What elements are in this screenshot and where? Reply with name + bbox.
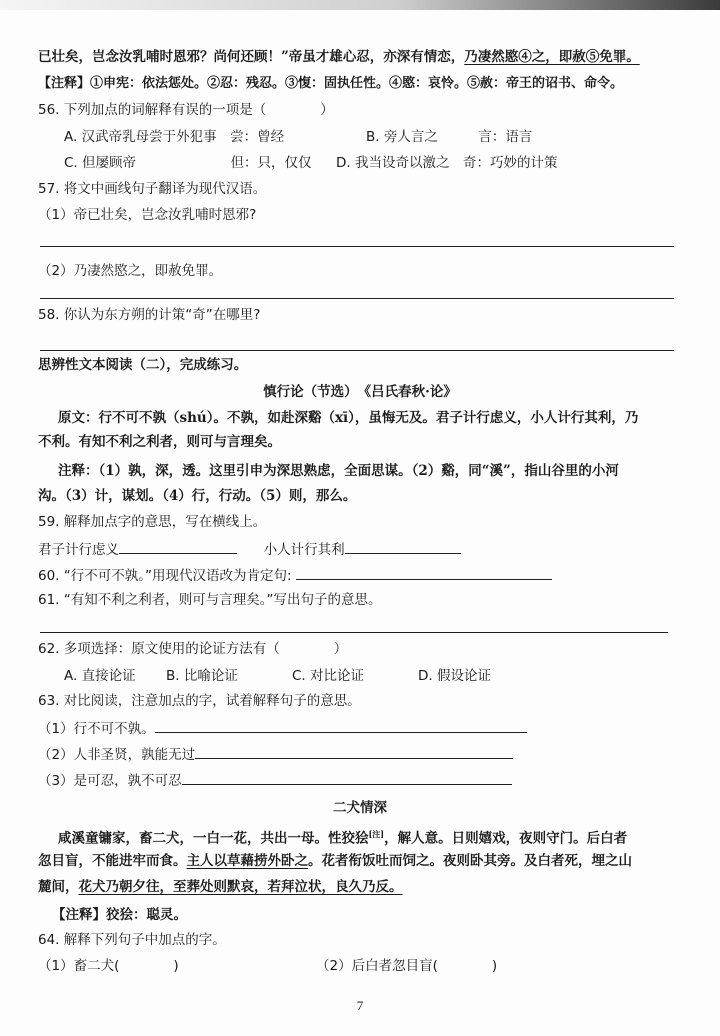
question-63-2: （2）人非圣贤，孰能无过 [38, 744, 513, 764]
answer-blank[interactable] [195, 744, 513, 759]
question-61: 61. “有知不利之利者，则可与言理矣。”写出句子的意思。 [38, 592, 382, 608]
question-63: 63. 对比阅读，注意加点的字，试着解释句子的意思。 [38, 693, 361, 709]
question-59-items [38, 539, 461, 559]
option-row [64, 154, 557, 172]
passage-line: 原文：行不可不孰（shú）。不孰，如赴深谿（xī），虽悔无及。君子计行虑义，小人计行其利，乃 [58, 410, 639, 426]
option-d: D. 我当设奇以激之 奇：巧妙的计策 [336, 155, 558, 171]
question-58: 58. 你认为东方朔的计策“奇”在哪里? [38, 307, 261, 323]
option-d: D. 假设论证 [418, 668, 491, 684]
option-b: B. 旁人言之 言：语言 [366, 129, 533, 145]
question-63-1: （1）行不可不孰。 [38, 718, 527, 738]
answer-blank[interactable] [182, 770, 512, 785]
answer-line[interactable] [40, 298, 674, 299]
item-label: 小人计行其利 [263, 542, 345, 558]
passage-line: 不利。有知不利之利者，则可与言理矣。 [38, 434, 281, 450]
option-row [64, 667, 491, 685]
question-56: 56. 下列加点的词解释有误的一项是（ ） [38, 102, 334, 118]
option-a: A. 直接论证 [64, 668, 136, 684]
question-64-items [38, 957, 497, 975]
passage-line: 忽目盲，不能进牢而食。主人以草藉捞外卧之。花者衔饭吐而饲之。夜则卧其旁。及白者死，埋之山 [38, 853, 632, 869]
item-1[interactable]: （1）畜二犬( ) [38, 958, 179, 974]
item-2[interactable]: （2）后白者忽目盲( ) [316, 958, 498, 974]
passage-line: 麓间，花犬乃朝夕往，至葬处则默哀，若拜泣状，良久乃反。 [38, 879, 403, 895]
option-row [64, 128, 532, 146]
question-57-2: （2）乃凄然愍之，即赦免罪。 [38, 263, 223, 279]
passage-title: 二犬情深 [333, 800, 387, 816]
annotation: 【注释】①申宪：依法惩处。②忍：残忍。③愎：固执任性。④愍：哀怜。⑤赦：帝王的诏书、命令。 [38, 76, 624, 91]
question-62: 62. 多项选择：原文使用的论证方法有（ ） [38, 641, 348, 657]
annotation: 【注释】狡狯：聪灵。 [52, 907, 187, 923]
answer-blank[interactable] [345, 539, 461, 554]
answer-blank[interactable] [155, 718, 527, 733]
question-57-1: （1）帝已壮矣，岂念汝乳哺时恩邪? [38, 207, 257, 223]
option-c: C. 但屡顾帝 但：只，仅仅 [64, 155, 312, 171]
answer-line[interactable] [40, 632, 668, 633]
option-c: C. 对比论证 [292, 668, 365, 684]
annotation: 注释：（1）孰，深，透。这里引申为深思熟虑，全面思谋。（2）谿，同“溪”，指山谷里的小河 [58, 463, 619, 479]
question-64: 64. 解释下列句子中加点的字。 [38, 932, 226, 948]
question-63-3: （3）是可忍，孰不可忍 [38, 770, 512, 790]
question-60: 60. “行不可不孰。”用现代汉语改为肯定句: [38, 565, 552, 585]
answer-blank[interactable] [119, 539, 237, 554]
scan-top-edge [0, 0, 720, 10]
passage-line: 咸溪童镛家，畜二犬，一白一花，共出一母。性狡狯[注]，解人意。日则嬉戏，夜则守门。后白者 [58, 829, 628, 847]
option-b: B. 比喻论证 [166, 668, 238, 684]
answer-line[interactable] [40, 350, 674, 351]
option-a: A. 汉武帝乳母尝于外犯事 尝：曾经 [64, 129, 285, 145]
answer-line[interactable] [40, 246, 674, 247]
annotation: 沟。（3）计，谋划。（4）行，行动。（5）则，那么。 [38, 488, 357, 504]
passage-line: 已壮矣，岂念汝乳哺时恩邪？尚何还顾！”帝虽才雄心忍，亦深有情恋，乃凄然愍④之，即赦⑤免罪。 [38, 49, 640, 65]
page-number: 7 [356, 998, 364, 1013]
question-57: 57. 将文中画线句子翻译为现代汉语。 [38, 181, 267, 197]
section-heading: 思辨性文本阅读（二），完成练习。 [38, 357, 248, 373]
question-59: 59. 解释加点字的意思，写在横线上。 [38, 514, 267, 530]
item-label: 君子计行虑义 [38, 542, 119, 558]
answer-blank[interactable] [296, 565, 552, 580]
passage-title: 慎行论（节选） 《吕氏春秋·论》 [263, 384, 457, 400]
